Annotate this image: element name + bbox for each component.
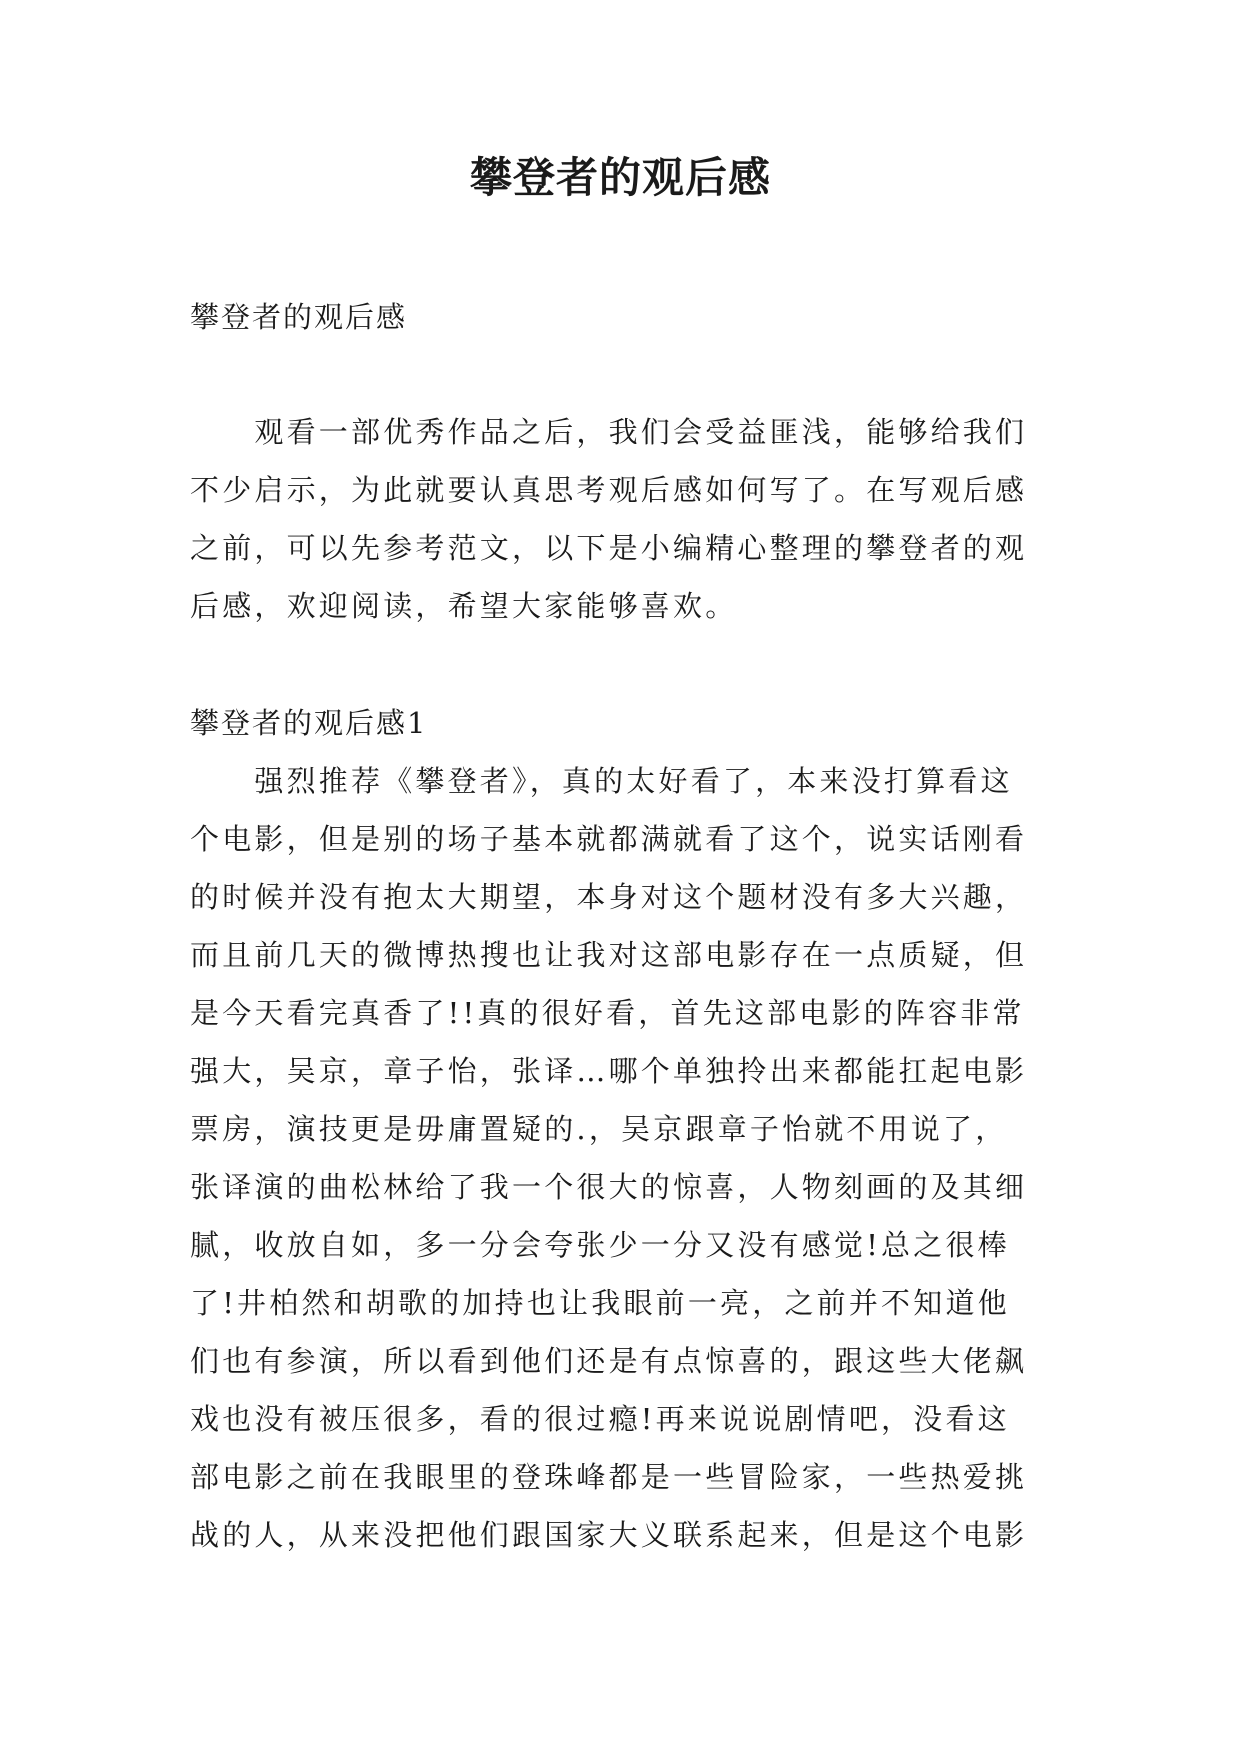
body-line: 是今天看完真香了!!真的很好看，首先这部电影的阵容非常 [190, 996, 1025, 1030]
body-line: 个电影，但是别的场子基本就都满就看了这个，说实话刚看 [190, 822, 1028, 856]
body-line: 强烈推荐《攀登者》，真的太好看了，本来没打算看这 [190, 764, 1013, 798]
body-line: 戏也没有被压很多，看的很过瘾!再来说说剧情吧，没看这 [190, 1402, 1010, 1436]
section-heading: 攀登者的观后感1 [190, 706, 428, 740]
body-line: 强大，吴京，章子怡，张译…哪个单独拎出来都能扛起电影 [190, 1054, 1028, 1088]
intro-line: 后感，欢迎阅读，希望大家能够喜欢。 [190, 589, 738, 623]
body-line: 票房，演技更是毋庸置疑的.，吴京跟章子怡就不用说了， [190, 1112, 1008, 1146]
body-line: 腻，收放自如，多一分会夸张少一分又没有感觉!总之很棒 [190, 1228, 1010, 1262]
body-line: 部电影之前在我眼里的登珠峰都是一些冒险家，一些热爱挑 [190, 1460, 1028, 1494]
body-line: 张译演的曲松林给了我一个很大的惊喜，人物刻画的及其细 [190, 1170, 1028, 1204]
body-line: 们也有参演，所以看到他们还是有点惊喜的，跟这些大佬飙 [190, 1344, 1028, 1378]
document-title: 攀登者的观后感 [469, 153, 771, 202]
body-line: 了!井柏然和胡歌的加持也让我眼前一亮，之前并不知道他 [190, 1286, 1010, 1320]
document-subtitle: 攀登者的观后感 [190, 300, 408, 334]
body-line: 的时候并没有抱太大期望，本身对这个题材没有多大兴趣， [190, 880, 1028, 914]
intro-line: 不少启示，为此就要认真思考观后感如何写了。在写观后感 [190, 473, 1028, 507]
intro-line: 之前，可以先参考范文，以下是小编精心整理的攀登者的观 [190, 531, 1028, 565]
body-line: 而且前几天的微博热搜也让我对这部电影存在一点质疑，但 [190, 938, 1028, 972]
body-line: 战的人，从来没把他们跟国家大义联系起来，但是这个电影 [190, 1518, 1028, 1552]
intro-line: 观看一部优秀作品之后，我们会受益匪浅，能够给我们 [190, 415, 1028, 449]
